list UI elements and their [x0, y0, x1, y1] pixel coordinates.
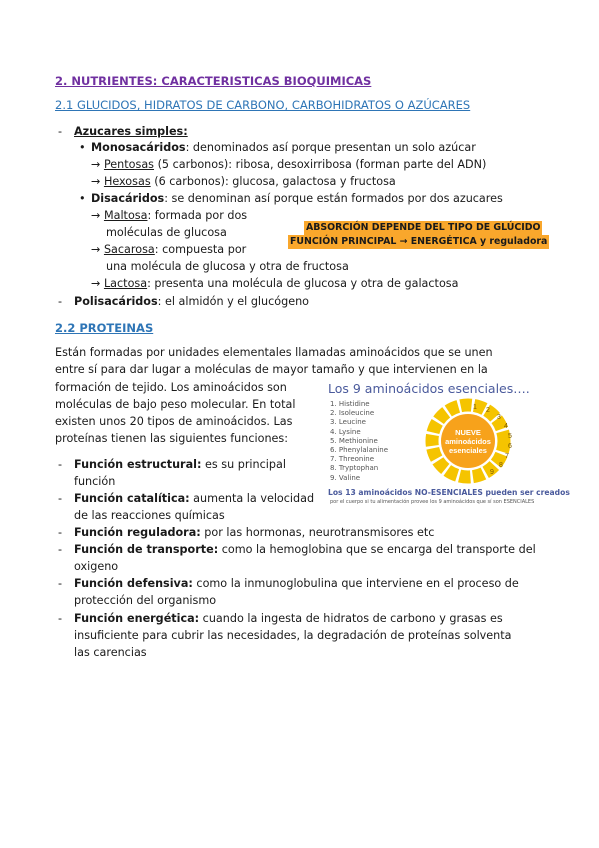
amino-list [330, 400, 388, 483]
function-transporte-line2: oxigeno [74, 560, 119, 573]
lactosa-line: → Lactosa: presenta una molécula de glucosa y otra de galactosa [91, 277, 459, 290]
function-catalitica-line2: de las reacciones químicas [74, 509, 225, 522]
glucidos-heading: 2.1 GLUCIDOS, HIDRATOS DE CARBONO, CARBOHIDRATOS O AZÚCARES [55, 98, 471, 112]
amino-item: 5. Methionine [330, 436, 378, 445]
ring-number: 7 [505, 453, 509, 460]
ring-number: 9 [490, 469, 494, 476]
function-defensiva-line2: protección del organismo [74, 594, 217, 607]
maltosa-line2: moléculas de glucosa [106, 226, 227, 239]
maltosa-line: → Maltosa: formada por dos [91, 209, 248, 222]
function-energetica-line3: las carencias [74, 646, 147, 659]
proteinas-heading: 2.2 PROTEINAS [55, 321, 154, 335]
amino-ring-graphic [398, 395, 538, 487]
amino-item: 2. Isoleucine [330, 409, 375, 418]
ring-number: 4 [504, 423, 508, 430]
highlight-absorcion: ABSORCIÓN DEPENDE DEL TIPO DE GLÚCIDO [306, 222, 541, 233]
ring-number: 3 [497, 414, 501, 421]
bullet-dash: - [58, 577, 63, 590]
ring-center-line1: NUEVE [455, 428, 481, 437]
bullet-dash: - [58, 458, 63, 471]
intro-line: formación de tejido. Los aminoácidos son [55, 381, 287, 394]
sacarosa-line2: una molécula de glucosa y otra de fructosa [106, 260, 349, 273]
function-energetica: Función energética: cuando la ingesta de hidratos de carbono y grasas es [74, 612, 503, 625]
ring-number: 5 [508, 433, 512, 440]
function-transporte: Función de transporte: como la hemoglobina que se encarga del transporte del [74, 543, 536, 556]
ring-center-line2: aminoácidos [445, 437, 491, 446]
bullet-dash: - [58, 526, 63, 539]
bullet-dash: - [58, 492, 63, 505]
figure-title: Los 9 aminoácidos esenciales…. [328, 381, 530, 396]
simples-label: Azucares simples: [74, 125, 188, 138]
aminoacidos-figure [322, 381, 570, 513]
ring-number: 2 [486, 407, 490, 414]
function-energetica-line2: insuficiente para cubrir las necesidades, la degradación de proteínas solventa [74, 629, 512, 642]
amino-item: 3. Leucine [330, 418, 366, 427]
bullet-dash: - [58, 125, 63, 138]
section-title: 2. NUTRIENTES: CARACTERISTICAS BIOQUIMICAS [55, 74, 372, 88]
poli-line: Polisacáridos: el almidón y el glucógeno [74, 295, 310, 308]
bullet-dash: - [58, 295, 63, 308]
amino-item: 7. Threonine [330, 455, 375, 464]
ring-number: 1 [473, 404, 477, 411]
bullet-dot: • [79, 192, 86, 205]
ring-center-line3: esenciales [449, 446, 487, 455]
mono-line: Monosacáridos: denominados así porque presentan un solo azúcar [91, 141, 476, 154]
intro-line: existen unos 20 tipos de aminoácidos. Las [55, 415, 293, 428]
intro-line: entre sí para dar lugar a moléculas de mayor tamaño y que intervienen en la [55, 363, 488, 376]
amino-item: 4. Lysine [330, 427, 361, 436]
hexosas-line: → Hexosas (6 carbonos): glucosa, galactosa y fructosa [91, 175, 396, 188]
ring-number: 6 [508, 443, 512, 450]
amino-item: 8. Tryptophan [330, 464, 379, 473]
bullet-dot: • [79, 141, 86, 154]
sacarosa-line: → Sacarosa: compuesta por [91, 243, 247, 256]
figure-caption: Los 13 aminoácidos NO-ESENCIALES pueden ser creados [328, 488, 570, 497]
di-line: Disacáridos: se denominan así porque están formados por dos azucares [91, 192, 503, 205]
highlight-funcion: FUNCIÓN PRINCIPAL → ENERGÉTICA y reguladora [290, 236, 548, 247]
pentosas-line: → Pentosas (5 carbonos): ribosa, desoxirribosa (forman parte del ADN) [91, 158, 487, 171]
figure-caption-small: por el cuerpo si tu alimentación provee los 9 aminoácidos que sí son ESENCIALES [330, 499, 535, 505]
function-defensiva: Función defensiva: como la inmunoglobulina que interviene en el proceso de [74, 577, 519, 590]
ring-number: 8 [499, 462, 503, 469]
amino-item: 6. Phenylalanine [330, 446, 389, 455]
intro-line: proteínas tienen las siguientes funciones: [55, 432, 289, 445]
function-reguladora: Función reguladora: por las hormonas, neurotransmisores etc [74, 526, 435, 539]
amino-item: 9. Valine [330, 473, 361, 482]
intro-line: Están formadas por unidades elementales llamadas aminoácidos que se unen [55, 346, 493, 359]
bullet-dash: - [58, 612, 63, 625]
bullet-dash: - [58, 543, 63, 556]
function-estructural-line2: función [74, 475, 116, 488]
amino-item: 1. Histidine [330, 400, 370, 408]
intro-line: moléculas de bajo peso molecular. En total [55, 398, 296, 411]
function-estructural: Función estructural: es su principal [74, 458, 286, 471]
function-catalitica: Función catalítica: aumenta la velocidad [74, 492, 315, 505]
